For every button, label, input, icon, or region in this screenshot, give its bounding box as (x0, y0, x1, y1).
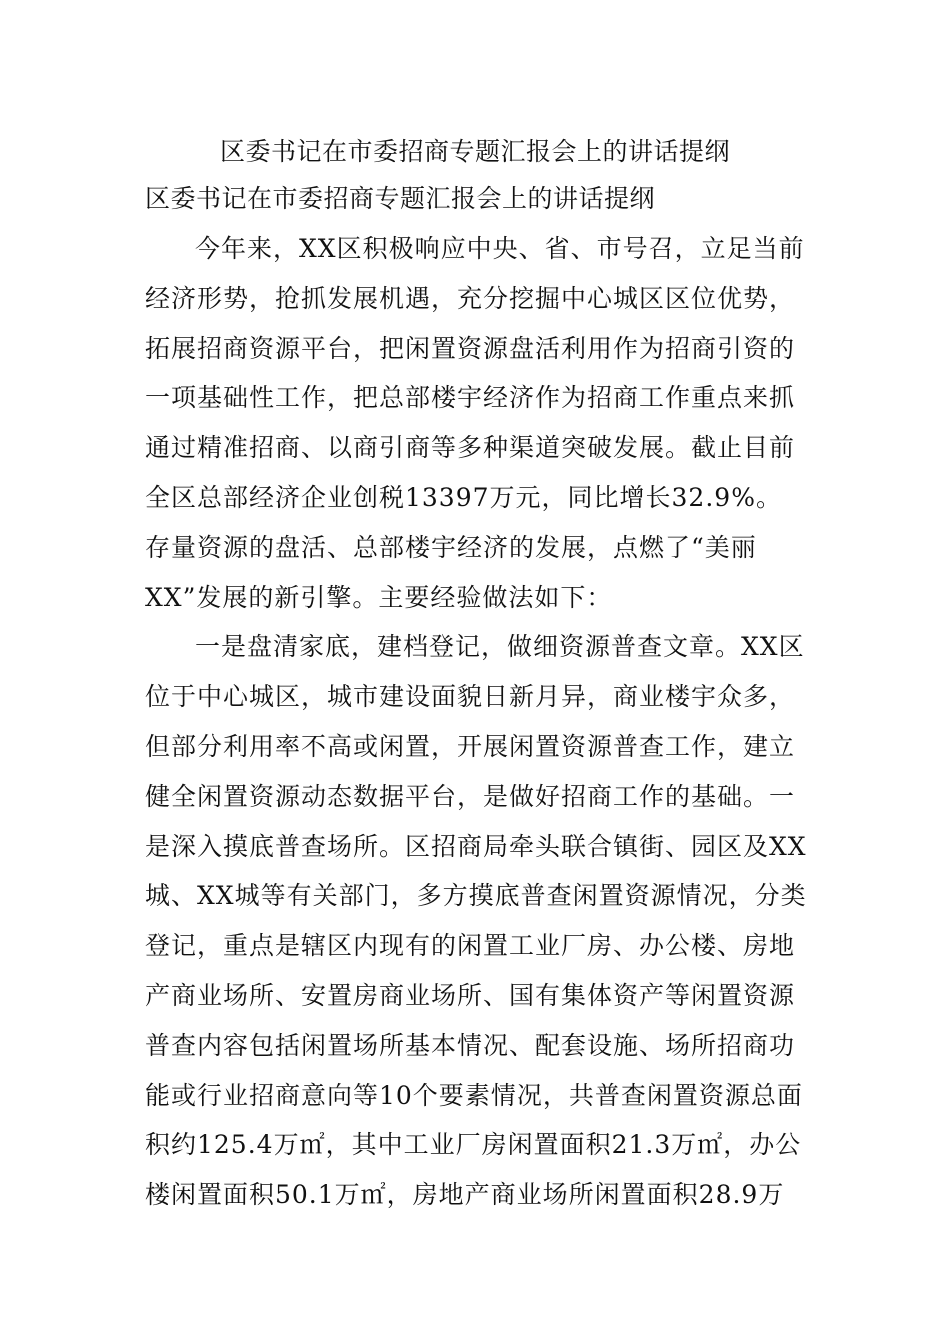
paragraph-line: 普查内容包括闲置场所基本情况、配套设施、场所招商功 (145, 1030, 796, 1060)
paragraph-line: 全区总部经济企业创税13397万元，同比增长32.9%。 (145, 482, 782, 512)
paragraph-line: 健全闲置资源动态数据平台，是做好招商工作的基础。一 (145, 781, 796, 811)
document-body (145, 224, 815, 1220)
paragraph-line: 城、XX城等有关部门，多方摸底普查闲置资源情况，分类 (145, 881, 807, 911)
paragraph-line: 能或行业招商意向等10个要素情况，共普查闲置资源总面 (145, 1080, 803, 1110)
paragraph-line: 是深入摸底普查场所。区招商局牵头联合镇街、园区及XX (145, 831, 807, 861)
paragraph-line: 位于中心城区，城市建设面貌日新月异，商业楼宇众多， (145, 682, 796, 712)
paragraph-line: 积约125.4万㎡，其中工业厂房闲置面积21.3万㎡，办公 (145, 1130, 802, 1160)
paragraph-line: 一项基础性工作，把总部楼宇经济作为招商工作重点来抓 (145, 383, 796, 413)
document-title: 区委书记在市委招商专题汇报会上的讲话提纲 (220, 137, 731, 166)
document-subtitle: 区委书记在市委招商专题汇报会上的讲话提纲 (145, 184, 656, 213)
paragraph-line: 产商业场所、安置房商业场所、国有集体资产等闲置资源 (145, 980, 796, 1010)
paragraph-line: 存量资源的盘活、总部楼宇经济的发展，点燃了“美丽 (145, 532, 757, 562)
paragraph-line: 经济形势，抢抓发展机遇，充分挖掘中心城区区位优势， (145, 283, 796, 313)
paragraph-line: 一是盘清家底，建档登记，做细资源普查文章。XX区 (195, 632, 805, 662)
paragraph-line: 今年来，XX区积极响应中央、省、市号召，立足当前 (195, 234, 805, 263)
paragraph-line: XX”发展的新引擎。主要经验做法如下： (145, 582, 613, 612)
paragraph-line: 拓展招商资源平台，把闲置资源盘活利用作为招商引资的 (145, 333, 796, 363)
paragraph-line: 楼闲置面积50.1万㎡，房地产商业场所闲置面积28.9万 (145, 1180, 785, 1210)
paragraph-line: 登记，重点是辖区内现有的闲置工业厂房、办公楼、房地 (145, 931, 796, 961)
paragraph-line: 通过精准招商、以商引商等多种渠道突破发展。截止目前 (145, 433, 796, 463)
paragraph-line: 但部分利用率不高或闲置，开展闲置资源普查工作，建立 (145, 731, 796, 761)
